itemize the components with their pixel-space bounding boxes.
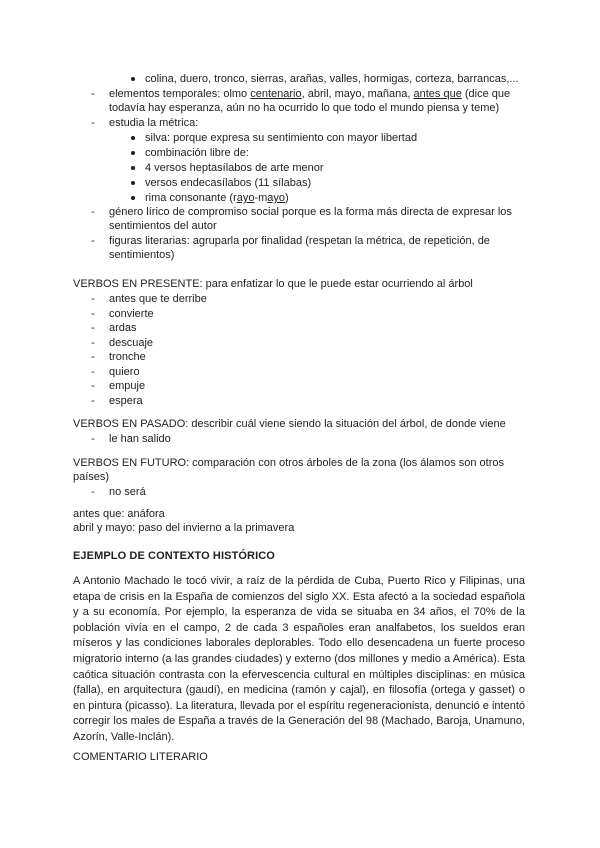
verb-item: quiero: [109, 366, 140, 378]
list-item-continuation: todavía hay esperanza, aún no ha ocurrido lo que todo el mundo piensa y teme): [109, 102, 500, 114]
pasado-heading: VERBOS EN PASADO: describir cuál viene siendo la situación del árbol, de donde viene: [73, 418, 506, 430]
dash-marker: -: [91, 206, 95, 218]
bullet-item: 4 versos heptasílabos de arte menor: [145, 162, 324, 174]
dash-marker: -: [91, 366, 95, 378]
note-line: antes que: anáfora: [73, 508, 165, 520]
section-title: EJEMPLO DE CONTEXTO HISTÓRICO: [73, 550, 275, 562]
dash-marker: -: [91, 117, 95, 129]
list-item-genero: género lírico de compromiso social porque es la forma más directa de expresar los: [109, 206, 512, 218]
dash-marker: -: [91, 486, 95, 498]
dash-marker: -: [91, 337, 95, 349]
note-line: abril y mayo: paso del invierno a la primavera: [73, 522, 295, 534]
verb-item: le han salido: [109, 433, 171, 445]
verb-item: ardas: [109, 322, 137, 334]
dash-marker: -: [91, 308, 95, 320]
context-paragraph: A Antonio Machado le tocó vivir, a raíz de la pérdida de Cuba, Puerto Rico y Filipinas, una etapa de crisis en la España de comienzos del siglo XX. Esta afectó a la sociedad española y a su economía. Por ejemplo, la esperanza de vida se situaba en 34 años, el 70% de la población vivía en el campo, 2 de cada 3 españoles eran analfabetos, los sueldos eran míseros y las condiciones laborales deplorables. Todo ello desencadena un fuerte proceso migratorio interno (a las grandes ciudades) y externo (dos millones y medio a América). Esta caótica situación contrasta con la efervescencia cultural en múltiples disciplinas: en música (falla), en arquitectura (gaudí), en medicina (ramón y cajal), en filosofía (ortega y gasset) o en pintura (picasso). La literatura, llevada por el espíritu regeneracionista, denunció e intentó corregir los males de España a través de la Generación del 98 (Machado, Baroja, Unamuno, Azorín, Valle-Inclán).: [73, 575, 525, 743]
bullet-dot: [131, 136, 135, 140]
futuro-heading-continuation: países): [73, 471, 110, 483]
bullet-item: combinación libre de:: [145, 147, 249, 159]
verb-item: empuje: [109, 380, 146, 392]
bullet-dot: [131, 181, 135, 185]
verb-item: descuaje: [109, 337, 154, 349]
list-item-temporales: elementos temporales: olmo centenario, abril, mayo, mañana, antes que (dice que: [109, 88, 511, 100]
bullet-dot: [131, 196, 135, 200]
dash-marker: -: [91, 322, 95, 334]
dash-marker: -: [91, 380, 95, 392]
bullet-dot: [131, 166, 135, 170]
bullet-dot: [131, 77, 135, 81]
bullet-dot: [131, 151, 135, 155]
bullet-item: silva: porque expresa su sentimiento con mayor libertad: [145, 132, 418, 144]
dash-marker: -: [91, 351, 95, 363]
dash-marker: -: [91, 433, 95, 445]
verb-item: tronche: [109, 351, 146, 363]
verb-item: no será: [109, 486, 146, 498]
list-item-continuation: sentimientos): [109, 249, 175, 261]
dash-marker: -: [91, 395, 95, 407]
dash-marker: -: [91, 235, 95, 247]
list-item-metrica: estudia la métrica:: [109, 117, 199, 129]
verb-item: convierte: [109, 308, 154, 320]
verb-item: antes que te derribe: [109, 293, 207, 305]
bullet-item: versos endecasílabos (11 sílabas): [145, 177, 312, 189]
dash-marker: -: [91, 88, 95, 100]
presente-heading: VERBOS EN PRESENTE: para enfatizar lo que le puede estar ocurriendo al árbol: [73, 278, 473, 290]
dash-marker: -: [91, 293, 95, 305]
comentario-heading: COMENTARIO LITERARIO: [73, 751, 208, 763]
list-item-continuation: sentimientos del autor: [109, 220, 217, 232]
list-item-figuras: figuras literarias: agruparla por finalidad (respetan la métrica, de repetición, de: [109, 235, 490, 247]
futuro-heading: VERBOS EN FUTURO: comparación con otros árboles de la zona (los álamos son otros: [73, 457, 505, 469]
verb-item: espera: [109, 395, 143, 407]
bullet-item-rima: rima consonante (rayo-mayo): [145, 192, 289, 204]
bullet-item: colina, duero, tronco, sierras, arañas, valles, hormigas, corteza, barrancas,...: [145, 73, 519, 85]
